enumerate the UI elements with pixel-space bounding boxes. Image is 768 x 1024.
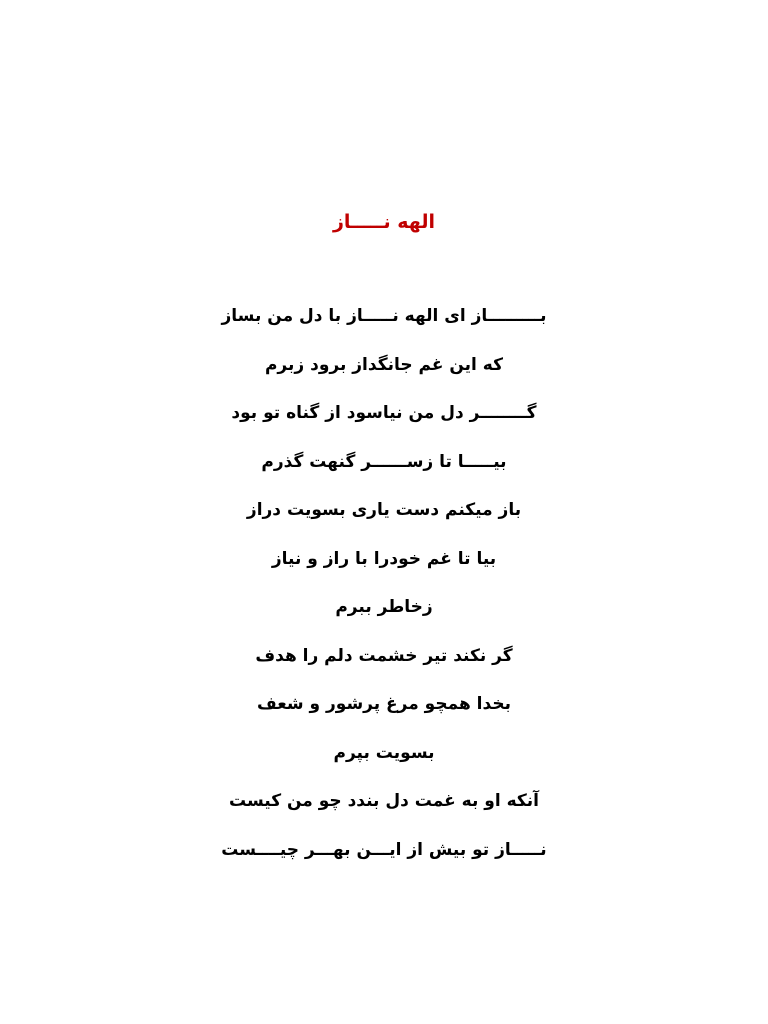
- verse-line: که این غم جانگداز برود زبرم: [264, 354, 504, 375]
- verse-line: بـــــــــاز ای الهه نـــــاز با دل من بساز: [221, 306, 547, 326]
- poem-verses: [0, 296, 768, 878]
- verse-line: زخاطر ببرم: [335, 597, 433, 617]
- verse-line: نـــــاز تو بیش از ایـــن بهـــر چیــــست: [221, 839, 547, 860]
- verse-line: بیا تا غم خودرا با راز و نیاز: [271, 548, 497, 569]
- verse-line: آنکه او به غمت دل بندد چو من کیست: [228, 791, 540, 811]
- verse-line: گر نکند تیر خشمت دلم را هدف: [255, 645, 513, 666]
- verse-line: بسویت بپرم: [333, 742, 435, 763]
- verse-line: بخدا همچو مرغ پرشور و شعف: [257, 694, 511, 714]
- poem-title: الهه نـــــاز: [332, 211, 435, 233]
- verse-line: گــــــــر دل من نیاسود از گناه تو بود: [231, 403, 537, 423]
- verse-line: باز میکنم دست یاری بسویت دراز: [246, 500, 522, 520]
- verse-line: بیـــــا تا زســــــر گنهت گذرم: [261, 451, 507, 472]
